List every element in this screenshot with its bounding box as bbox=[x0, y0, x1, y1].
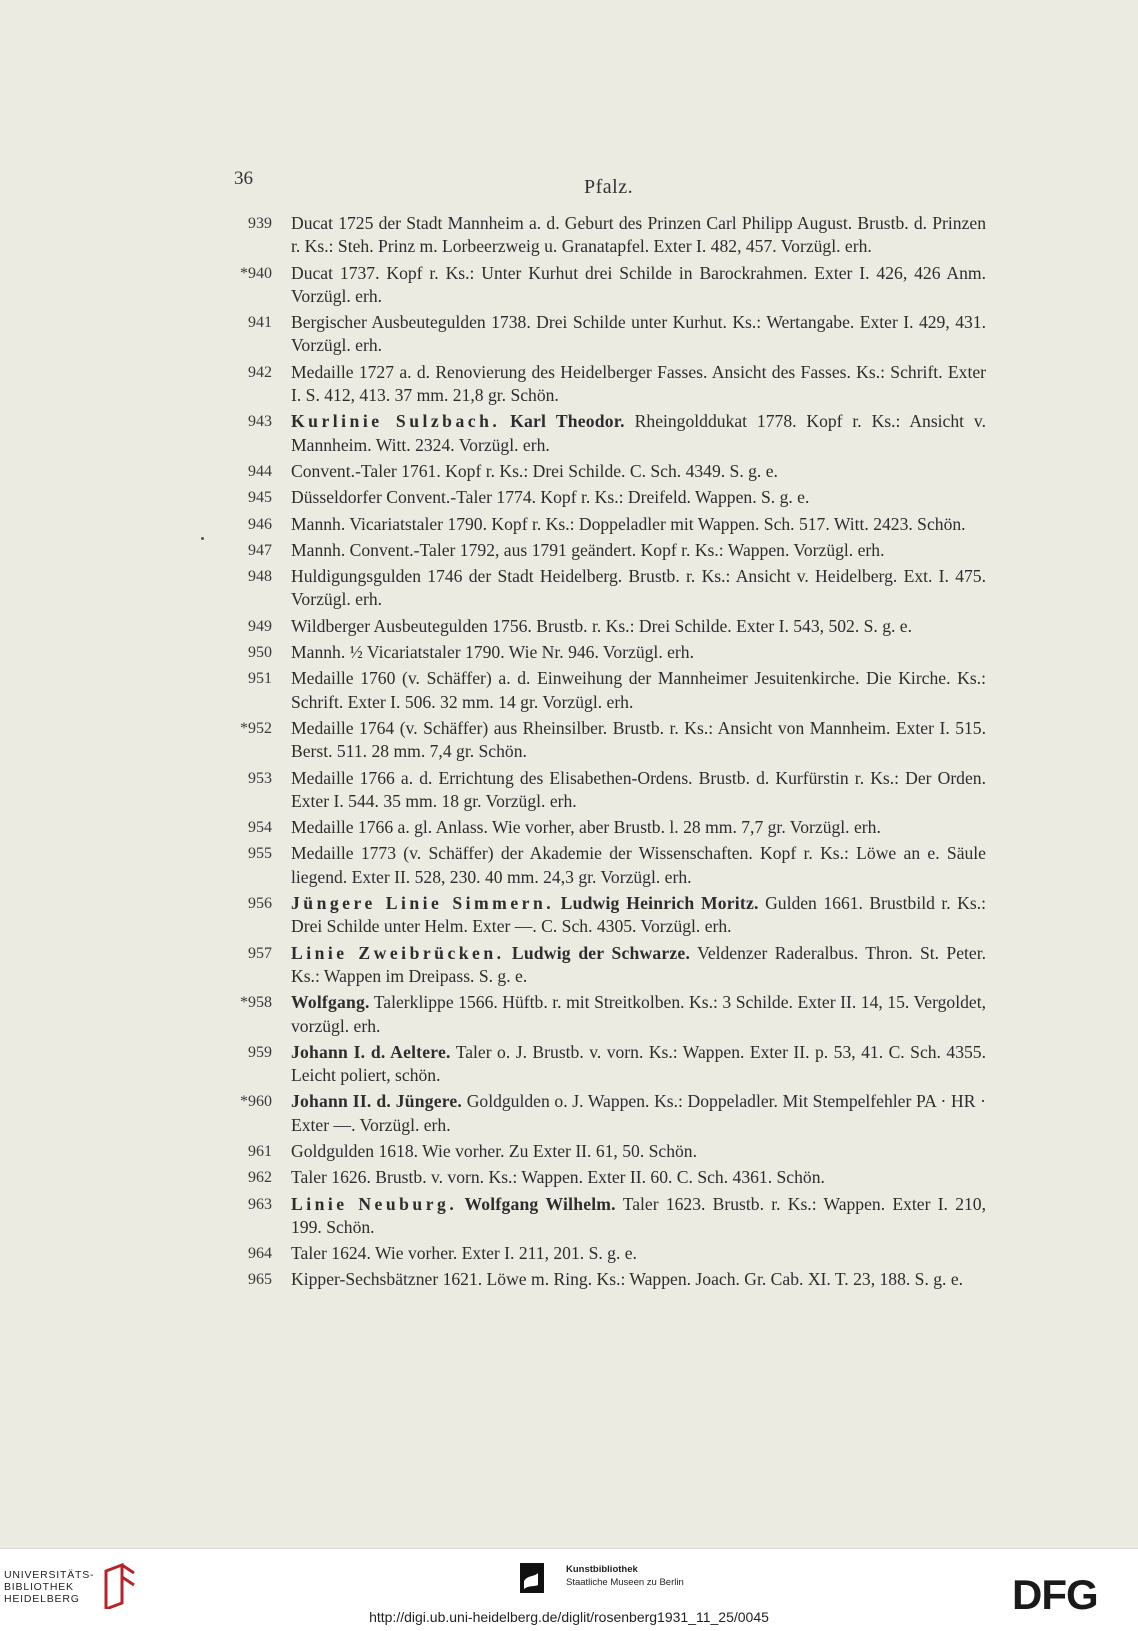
catalog-entry bbox=[226, 565, 986, 612]
catalog-entry bbox=[226, 513, 986, 536]
uni-line-2: BIBLIOTHEK bbox=[4, 1581, 74, 1593]
entry-description: Mannh. Convent.-Taler 1792, aus 1791 geändert. Kopf r. Ks.: Wappen. Vorzügl. erh. bbox=[291, 539, 885, 560]
entry-number: 951 bbox=[248, 670, 272, 688]
entry-description: Taler 1626. Brustb. v. vorn. Ks.: Wappen. Exter II. 60. C. Sch. 4361. Schön. bbox=[291, 1167, 825, 1188]
entry-number: 946 bbox=[248, 515, 272, 533]
page-number: 36 bbox=[234, 168, 253, 189]
entry-number: 941 bbox=[248, 314, 272, 332]
entry-line-heading: Jüngere Linie Simmern. bbox=[291, 893, 555, 914]
entry-number: 953 bbox=[248, 769, 272, 787]
kunstbibliothek-icon bbox=[520, 1563, 544, 1593]
entry-description: Talerklippe 1566. Hüftb. r. mit Streitkolben. Ks.: 3 Schilde. Exter II. 14, 15. Vergoldet, vorzügl. erh. bbox=[291, 992, 986, 1036]
entry-number: 963 bbox=[248, 1195, 272, 1213]
entry-description: Medaille 1760 (v. Schäffer) a. d. Einweihung der Mannheimer Jesuitenkirche. Die Kirche. Ks.: Schrift. Exter I. 506. 32 mm. 14 gr. Vorzügl. erh. bbox=[291, 668, 986, 712]
entry-description: Medaille 1766 a. gl. Anlass. Wie vorher, aber Brustb. l. 28 mm. 7,7 gr. Vorzügl. erh. bbox=[291, 817, 881, 838]
entry-number: 950 bbox=[248, 644, 272, 662]
entry-description: Huldigungsgulden 1746 der Stadt Heidelberg. Brustb. r. Ks.: Ansicht v. Heidelberg. Ext. I. 475. Vorzügl. erh. bbox=[291, 566, 986, 610]
catalog-entry bbox=[226, 991, 986, 1038]
entry-description: Bergischer Ausbeutegulden 1738. Drei Schilde unter Kurhut. Ks.: Wertangabe. Exter I. 429, 431. Vorzügl. erh. bbox=[291, 312, 986, 356]
entry-description: Mannh. Vicariatstaler 1790. Kopf r. Ks.: Doppeladler mit Wappen. Sch. 517. Witt. 2423. Schön. bbox=[291, 513, 966, 534]
entry-description: Rheingolddukat 1778. Kopf r. Ks.: Ansicht v. Mannheim. Witt. 2324. Vorzügl. erh. bbox=[291, 411, 986, 455]
entry-number: 947 bbox=[248, 541, 272, 559]
university-emblem-icon bbox=[100, 1563, 138, 1609]
catalog-entries bbox=[226, 212, 986, 1295]
dfg-logo: DFG bbox=[1012, 1571, 1098, 1618]
entry-ruler-name: Johann II. d. Jüngere. bbox=[291, 1091, 463, 1112]
margin-dot bbox=[201, 537, 204, 540]
entry-number: 943 bbox=[248, 413, 272, 431]
catalog-entry bbox=[226, 842, 986, 889]
catalog-entry bbox=[226, 1041, 986, 1088]
entry-description: Medaille 1766 a. d. Errichtung des Elisabethen-Ordens. Brustb. d. Kurfürstin r. Ks.: Der Orden. Exter I. 544. 35 mm. 18 gr. Vorzügl. erh. bbox=[291, 767, 986, 811]
entry-number: 962 bbox=[248, 1169, 272, 1187]
catalog-entry bbox=[226, 460, 986, 483]
entry-number: *952 bbox=[240, 719, 272, 737]
kunstbibliothek-text bbox=[566, 1563, 684, 1589]
entry-description: Goldgulden 1618. Wie vorher. Zu Exter II. 61, 50. Schön. bbox=[291, 1140, 697, 1161]
catalog-entry bbox=[226, 212, 986, 259]
catalog-entry bbox=[226, 311, 986, 358]
catalog-entry bbox=[226, 1090, 986, 1137]
entry-ruler-name: Wolfgang Wilhelm. bbox=[464, 1193, 616, 1214]
source-url-link[interactable]: http://digi.ub.uni-heidelberg.de/diglit/rosenberg1931_11_25/0045 bbox=[369, 1609, 769, 1625]
catalog-entry bbox=[226, 816, 986, 839]
catalog-entry bbox=[226, 615, 986, 638]
entry-description: Gulden 1661. Brustbild r. Ks.: Drei Schilde unter Helm. Exter —. C. Sch. 4305. Vorzügl. erh. bbox=[291, 893, 987, 937]
catalog-entry bbox=[226, 667, 986, 714]
catalog-entry bbox=[226, 717, 986, 764]
entry-description: Wildberger Ausbeutegulden 1756. Brustb. r. Ks.: Drei Schilde. Exter I. 543, 502. S. g. e. bbox=[291, 615, 913, 636]
entry-description: Medaille 1773 (v. Schäffer) der Akademie der Wissenschaften. Kopf r. Ks.: Löwe an e. Säule liegend. Exter II. 528, 230. 40 mm. 24,3 gr. Vorzügl. erh. bbox=[291, 843, 986, 887]
entry-number: *940 bbox=[240, 264, 272, 282]
catalog-entry bbox=[226, 1166, 986, 1189]
entry-ruler-name: Karl Theodor. bbox=[510, 411, 625, 432]
entry-description: Medaille 1727 a. d. Renovierung des Heidelberger Fasses. Ansicht des Fasses. Ks.: Schrift. Exter I. S. 412, 413. 37 mm. 21,8 gr. Schön. bbox=[291, 361, 986, 406]
entry-description: Ducat 1737. Kopf r. Ks.: Unter Kurhut drei Schilde in Barockrahmen. Exter I. 426, 426 Anm. Vorzügl. erh. bbox=[291, 262, 986, 306]
catalog-entry bbox=[226, 892, 986, 939]
uni-line-3: HEIDELBERG bbox=[4, 1593, 80, 1605]
entry-number: 945 bbox=[248, 489, 272, 507]
entry-number: 939 bbox=[248, 215, 272, 232]
entry-number: *960 bbox=[240, 1093, 272, 1111]
entry-description: Taler o. J. Brustb. v. vorn. Ks.: Wappen. Exter II. p. 53, 41. C. Sch. 4355. Leicht poliert, schön. bbox=[291, 1041, 986, 1086]
kb-name: Kunstbibliothek bbox=[566, 1564, 638, 1575]
entry-ruler-name: Ludwig der Schwarze. bbox=[511, 942, 691, 963]
catalog-entry bbox=[226, 361, 986, 408]
catalog-entry bbox=[226, 767, 986, 814]
entry-number: 954 bbox=[248, 819, 272, 837]
kb-sub: Staatliche Museen zu Berlin bbox=[566, 1577, 684, 1588]
entry-description: Taler 1624. Wie vorher. Exter I. 211, 201. S. g. e. bbox=[291, 1243, 637, 1264]
entry-number: 964 bbox=[248, 1245, 272, 1263]
entry-number: 955 bbox=[248, 845, 272, 863]
entry-description: Medaille 1764 (v. Schäffer) aus Rheinsilber. Brustb. r. Ks.: Ansicht von Mannheim. Exter I. 515. Berst. 511. 28 mm. 7,4 gr. Schön. bbox=[291, 717, 986, 762]
entry-ruler-name: Ludwig Heinrich Moritz. bbox=[560, 893, 759, 914]
entry-description: Taler 1623. Brustb. r. Ks.: Wappen. Exter I. 210, 199. Schön. bbox=[291, 1193, 986, 1237]
catalog-entry bbox=[226, 942, 986, 989]
entry-number: 949 bbox=[248, 617, 272, 635]
catalog-entry bbox=[226, 1193, 986, 1240]
entry-number: 959 bbox=[248, 1043, 272, 1061]
entry-description: Ducat 1725 der Stadt Mannheim a. d. Geburt des Prinzen Carl Philipp August. Brustb. d. Prinzen r. Ks.: Steh. Prinz m. Lorbeerzweig u. Granatapfel. Exter I. 482, 457. Vorzügl. erh. bbox=[291, 213, 986, 257]
catalog-entry bbox=[226, 1242, 986, 1265]
entry-number: 944 bbox=[248, 462, 272, 480]
catalog-entry bbox=[226, 410, 986, 457]
entry-description: Veldenzer Raderalbus. Thron. St. Peter. Ks.: Wappen im Dreipass. S. g. e. bbox=[291, 942, 986, 986]
entry-number: 948 bbox=[248, 568, 272, 586]
entry-number: 956 bbox=[248, 895, 272, 913]
entry-description: Düsseldorfer Convent.-Taler 1774. Kopf r. Ks.: Dreifeld. Wappen. S. g. e. bbox=[291, 487, 810, 508]
catalog-entry bbox=[226, 1140, 986, 1163]
entry-description: Goldgulden o. J. Wappen. Ks.: Doppeladler. Mit Stempelfehler PA · HR · Exter —. Vorzügl. erh. bbox=[291, 1091, 986, 1135]
entry-ruler-name: Wolfgang. bbox=[291, 992, 370, 1013]
entry-line-heading: Linie Zweibrücken. bbox=[291, 942, 505, 963]
catalog-entry bbox=[226, 486, 986, 509]
entry-number: 965 bbox=[248, 1271, 272, 1289]
entry-description: Mannh. ½ Vicariatstaler 1790. Wie Nr. 946. Vorzügl. erh. bbox=[291, 642, 694, 663]
entry-description: Kipper-Sechsbätzner 1621. Löwe m. Ring. Ks.: Wappen. Joach. Gr. Cab. XI. T. 23, 188. S. g. e. bbox=[291, 1269, 964, 1290]
catalog-entry bbox=[226, 1268, 986, 1291]
entry-line-heading: Linie Neuburg. bbox=[291, 1193, 458, 1214]
catalog-entry bbox=[226, 539, 986, 562]
uni-line-1: UNIVERSITÄTS- bbox=[4, 1569, 95, 1581]
entry-line-heading: Kurlinie Sulzbach. bbox=[291, 411, 501, 432]
running-title: Pfalz. bbox=[584, 176, 634, 198]
catalog-entry bbox=[226, 262, 986, 309]
entry-ruler-name: Johann I. d. Aeltere. bbox=[291, 1041, 451, 1062]
footer-bar bbox=[0, 1548, 1138, 1631]
entry-number: 942 bbox=[248, 363, 272, 381]
university-library-logo-text bbox=[4, 1569, 94, 1605]
entry-number: 961 bbox=[248, 1142, 272, 1160]
entry-number: *958 bbox=[240, 994, 272, 1012]
entry-description: Convent.-Taler 1761. Kopf r. Ks.: Drei Schilde. C. Sch. 4349. S. g. e. bbox=[291, 460, 778, 481]
catalog-entry bbox=[226, 641, 986, 664]
entry-number: 957 bbox=[248, 944, 272, 962]
